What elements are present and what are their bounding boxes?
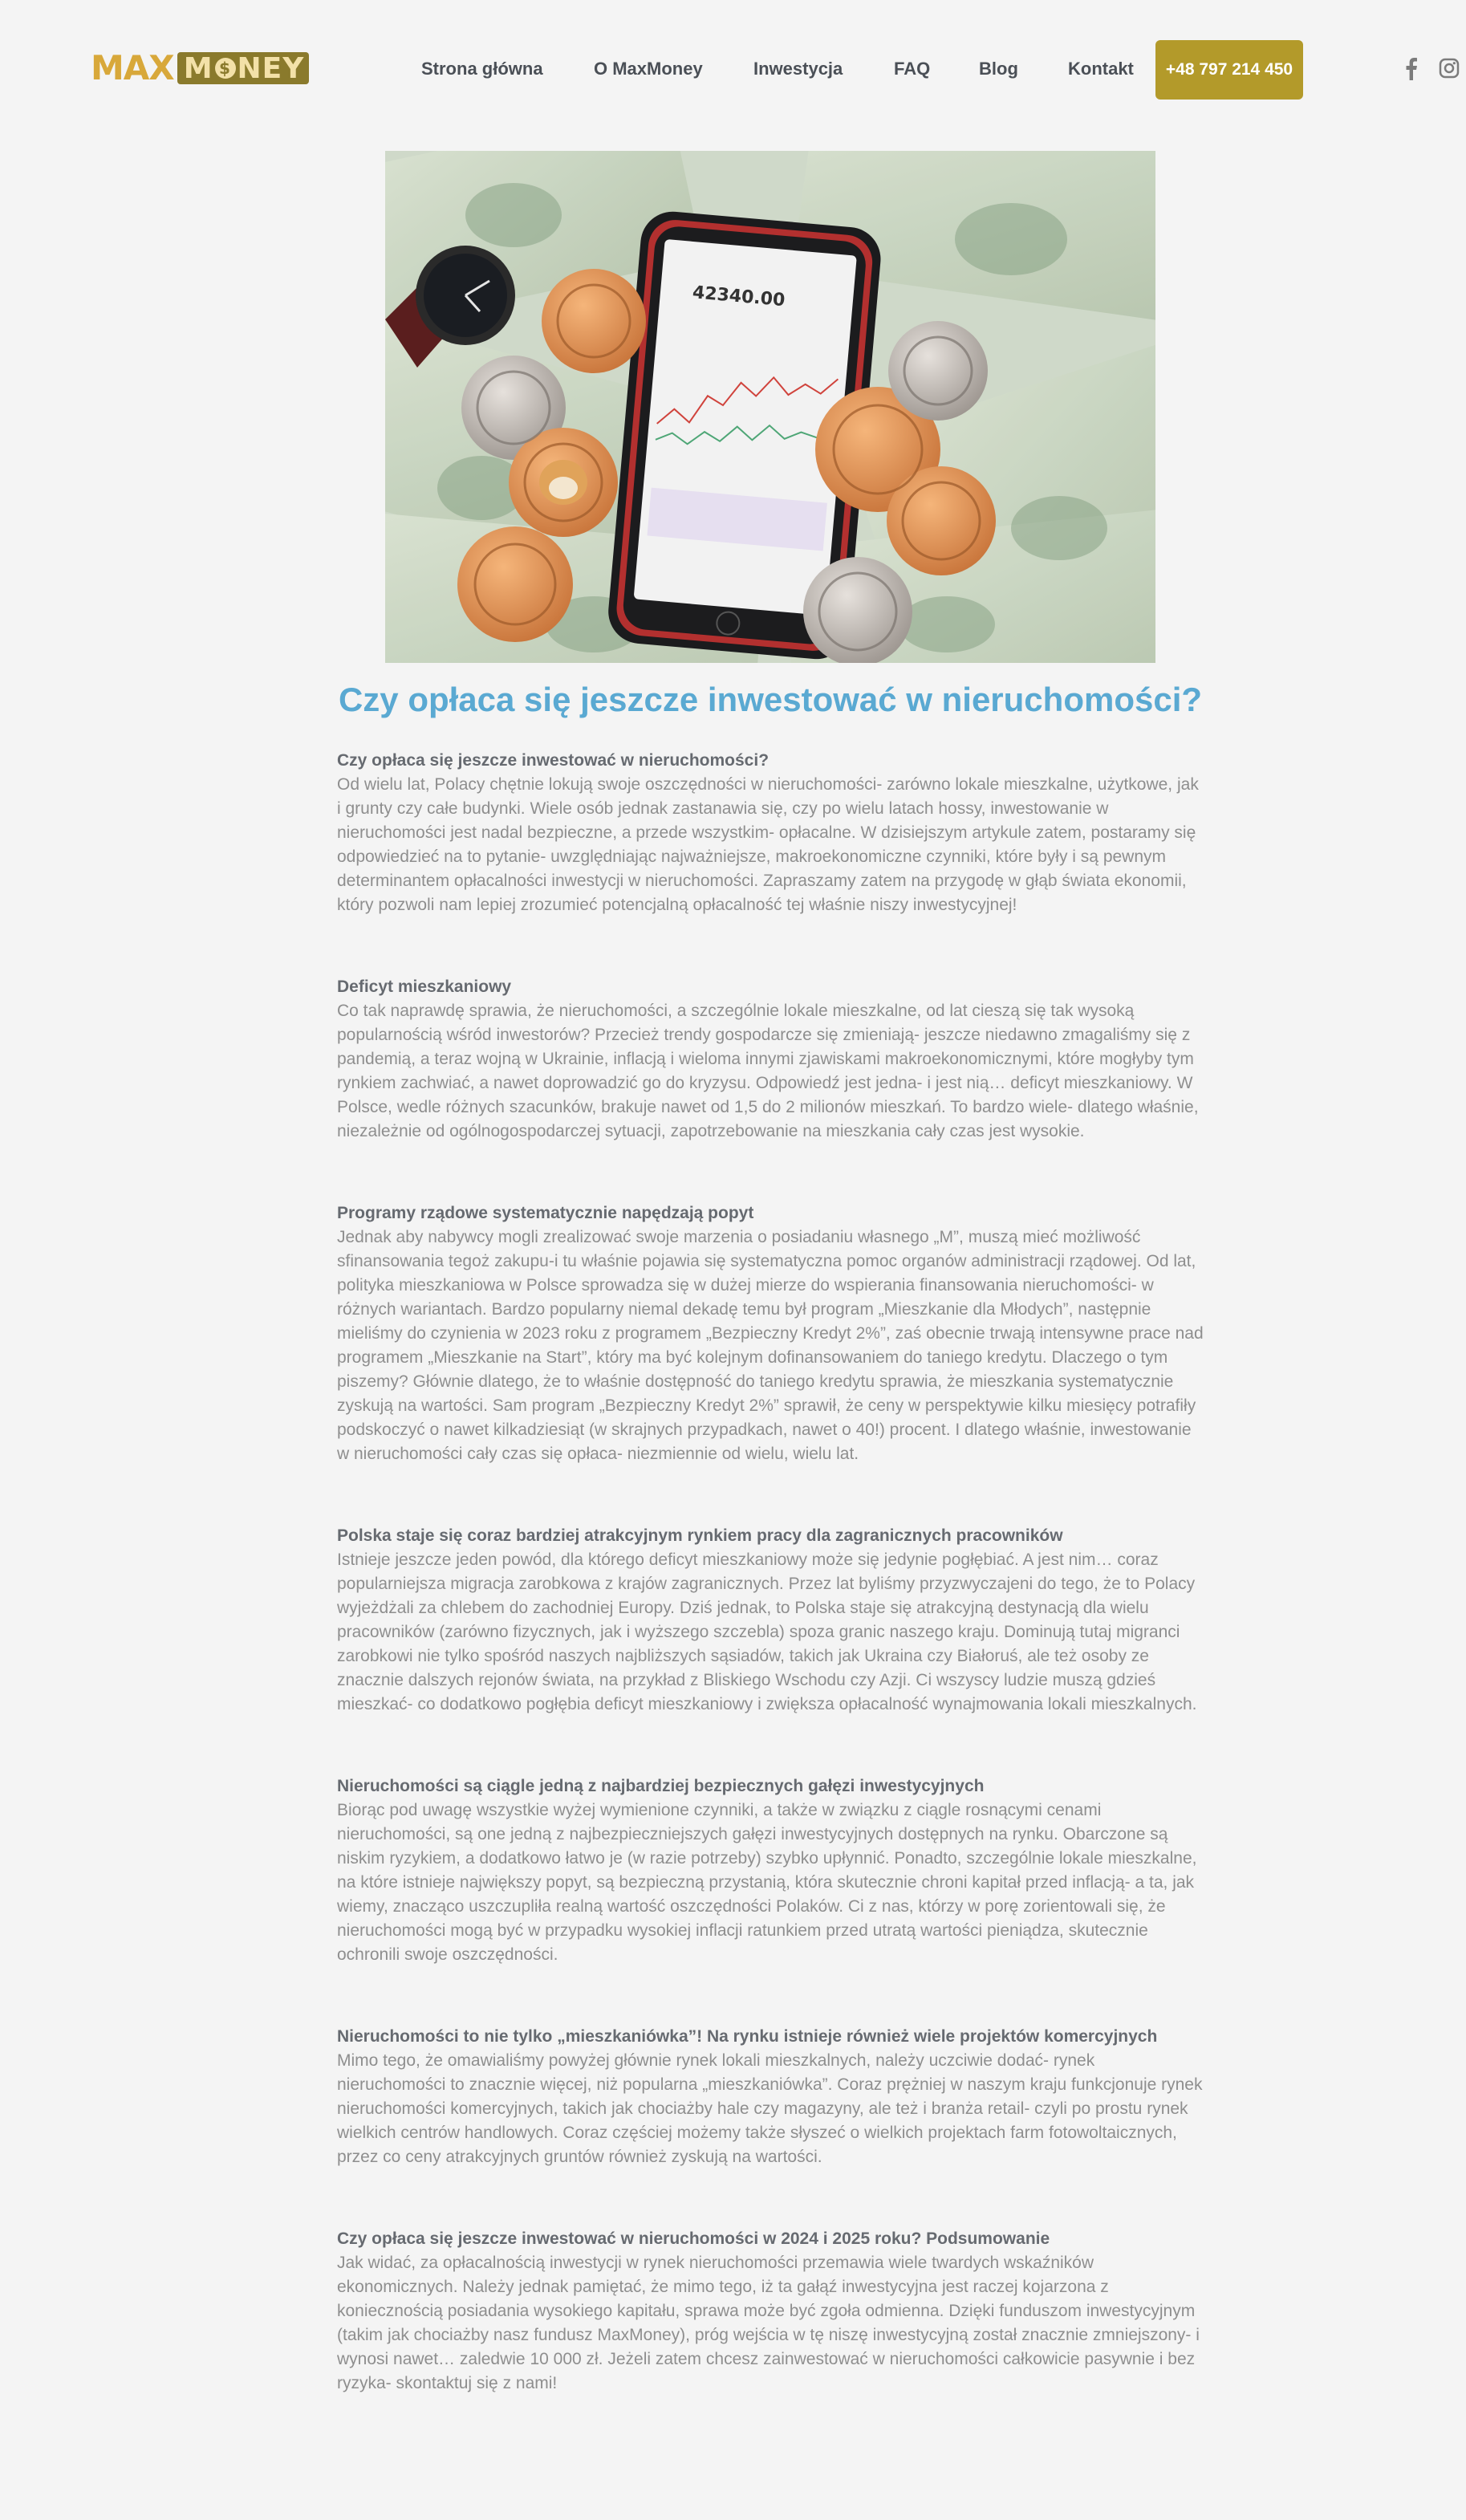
article-section — [337, 1201, 1204, 1466]
nav-contact[interactable]: Kontakt — [1068, 59, 1134, 79]
section-paragraph: Od wielu lat, Polacy chętnie lokują swoje oszczędności w nieruchomości- zarówno lokale mieszkalne, użytkowe, jak i grunty czy całe budynki. Wiele osób jednak zastanawia się, czy po wielu latach hossy, inwestowanie w nieruchomości jest nadal bezpieczne, a przede wszystkim- opłacalne. W dzisiejszym artykule zatem, postaramy się odpowiedzieć na to pytanie- uwzględniając najważniejsze, makroekonomiczne czynniki, które były i są pewnym determinantem opłacalności inwestycji w nieruchomości. Zapraszamy zatem na przygodę w głąb świata ekonomii, który pozwoli nam lepiej zrozumieć potencjalną opłacalność tej właśnie niszy inwestycyjnej! — [337, 775, 1199, 914]
facebook-icon[interactable] — [1406, 58, 1417, 80]
logo-coin-icon: $ — [215, 58, 236, 79]
logo-money-text-end: NEY — [237, 51, 305, 85]
section-paragraph: Co tak naprawdę sprawia, że nieruchomości, a szczególnie lokale mieszkalne, od lat cieszą się tak wysoką popularnością wśród inwestorów? Przecież trendy gospodarcze się zmieniają- jeszcze niedawno zmagaliśmy się z pandemią, a teraz wojną w Ukrainie, inflacją i wieloma innymi zjawiskami makroekonomicznymi, które mogłyby tym rynkiem zachwiać, a nawet doprowadzić go do kryzysu. Odpowiedź jest jedna- i jest nią… deficyt mieszkaniowy. W Polsce, wedle różnych szacunków, brakuje nawet od 1,5 do 2 milionów mieszkań. To bardzo wiele- dlatego właśnie, niezależnie od ogólnogospodarczej sytuacji, zapotrzebowanie na mieszkania cały czas jest wysokie. — [337, 1002, 1199, 1140]
article-section — [337, 1524, 1204, 1717]
article-body — [337, 749, 1204, 2453]
section-heading: Czy opłaca się jeszcze inwestować w nieruchomości? — [337, 751, 770, 770]
logo-money-badge — [177, 52, 310, 84]
nav-faq[interactable]: FAQ — [894, 59, 931, 79]
section-paragraph: Jak widać, za opłacalnością inwestycji w rynek nieruchomości przemawia wiele twardych wskaźników ekonomicznych. Należy jednak pamiętać, że mimo tego, iż ta gałąź inwestycyjna jest raczej kojarzona z koniecznością posiadania wysokiego kapitału, sprawa może być zgoła odmienna. Dzięki funduszom inwestycyjnym (takim jak chociażby nasz fundusz MaxMoney), próg wejścia w tę niszę inwestycyjną został znacznie zmniejszony- i wynosi nawet… zaledwie 10 000 zł. Jeżeli zatem chcesz zainwestować w nieruchomości całkowicie pasywnie i bez ryzyka- skontaktuj się z nami! — [337, 2254, 1200, 2392]
article-section — [337, 2025, 1204, 2169]
article-section — [337, 1774, 1204, 1967]
section-heading: Nieruchomości to nie tylko „mieszkaniówka”! Na rynku istnieje również wiele projektów komercyjnych — [337, 2027, 1158, 2046]
section-paragraph: Mimo tego, że omawialiśmy powyżej głównie rynek lokali mieszkalnych, należy uczciwie dodać- rynek nieruchomości to znacznie więcej, niż popularna „mieszkaniówka”. Coraz prężniej w naszym kraju funkcjonuje rynek nieruchomości komercyjnych, takich jak chociażby hale czy magazyny, ale też i branża retail- czyli po prostu rynek wielkich centrów handlowych. Coraz częściej możemy także słyszeć o wielkich projektach farm fotowoltaicznych, przez co ceny atrakcyjnych gruntów również zyskują na wartości. — [337, 2051, 1203, 2166]
site-header — [0, 0, 1466, 140]
phone-button[interactable]: +48 797 214 450 — [1155, 40, 1303, 100]
section-paragraph: Jednak aby nabywcy mogli zrealizować swoje marzenia o posiadaniu własnego „M”, muszą mieć możliwość sfinansowania tegoż zakupu-i tu właśnie pojawia się systematyczna pomoc organów administracji rządowej. Od lat, polityka mieszkaniowa w Polsce sprowadza się w dużej mierze do wspierania finansowania nieruchomości- w różnych wariantach. Bardzo popularny niemal dekadę temu był program „Mieszkanie dla Młodych”, następnie mieliśmy do czynienia w 2023 roku z programem „Bezpieczny Kredyt 2%”, zaś obecnie trwają intensywne prace nad programem „Mieszkanie na Start”, który ma być kolejnym dofinansowaniem do taniego kredytu. Dlaczego o tym piszemy? Głównie dlatego, że to właśnie dostępność do taniego kredytu sprawia, że mieszkania systematycznie zyskują na wartości. Sam program „Bezpieczny Kredyt 2%” sprawił, że ceny w perspektywie kilku miesięcy potrafiły podskoczyć o nawet kilkadziesiąt (w skrajnych przypadkach, nawet o 40!) procent. I dlatego właśnie, inwestowanie w nieruchomości cały czas się opłaca- niezmiennie od wielu, wielu lat. — [337, 1228, 1204, 1463]
section-paragraph: Biorąc pod uwagę wszystkie wyżej wymienione czynniki, a także w związku z ciągle rosnącymi cenami nieruchomości, są one jedną z najbezpieczniejszych gałęzi inwestycyjnych dostępnych na rynku. Obarczone są niskim ryzykiem, a dodatkowo łatwo je (w razie potrzeby) szybko upłynnić. Ponadto, szczególnie lokale mieszkalne, na które istnieje największy popyt, są bezpieczną przystanią, która skutecznie chroni kapitał przed inflacją- a ta, jak wiemy, znacząco uszczupliła realną wartość oszczędności Polaków. Ci z nas, którzy w porę zorientowali się, że nieruchomości mogą być w przypadku wysokiej inflacji ratunkiem przed utratą wartości pieniądza, skutecznie ochronili swoje oszczędności. — [337, 1801, 1197, 1964]
hero-image-smartphone-coins-dollars — [385, 151, 1155, 663]
article-section — [337, 749, 1204, 917]
section-heading: Programy rządowe systematycznie napędzają popyt — [337, 1204, 754, 1222]
section-heading: Polska staje się coraz bardziej atrakcyjnym rynkiem pracy dla zagranicznych pracowników — [337, 1526, 1063, 1545]
logo-money-text-start: M — [183, 51, 213, 85]
section-paragraph: Istnieje jeszcze jeden powód, dla którego deficyt mieszkaniowy może się jedynie pogłębiać. A jest nim… coraz popularniejsza migracja zarobkowa z krajów zagranicznych. Przez lat byliśmy przyzwyczajeni do tego, że to Polacy wyjeżdżali za chlebem do zachodniej Europy. Dziś jednak, to Polska staje się atrakcyjną destynacją dla wielu pracowników (zarówno fizycznych, jak i wyższego szczebla) spoza granic naszego kraju. Dominują tutaj migranci zarobkowi nie tylko spośród naszych najbliższych sąsiadów, takich jak Ukraina czy Białoruś, ale też osoby ze znacznie dalszych rejonów świata, na przykład z Bliskiego Wschodu czy Azji. Ci wszyscy ludzie muszą gdzieś mieszkać- co dodatkowo pogłębia deficyt mieszkaniowy i zwiększa opłacalność wynajmowania lokali mieszkalnych. — [337, 1551, 1197, 1713]
nav-investment[interactable]: Inwestycja — [753, 59, 843, 79]
svg-text:42340.00: 42340.00 — [692, 282, 786, 311]
section-heading: Nieruchomości są ciągle jedną z najbardziej bezpiecznych gałęzi inwestycyjnych — [337, 1777, 985, 1795]
article-section — [337, 2227, 1204, 2396]
nav-home[interactable]: Strona główna — [421, 59, 543, 79]
article-section — [337, 975, 1204, 1144]
hero-image — [385, 151, 1155, 663]
section-heading: Deficyt mieszkaniowy — [337, 978, 512, 996]
logo[interactable] — [91, 50, 309, 87]
instagram-icon[interactable] — [1439, 58, 1460, 79]
logo-max-text: MAX — [91, 48, 174, 87]
page-title: Czy opłaca się jeszcze inwestować w nieruchomości? — [338, 681, 1203, 718]
section-heading: Czy opłaca się jeszcze inwestować w nieruchomości w 2024 i 2025 roku? Podsumowanie — [337, 2229, 1050, 2248]
nav-blog[interactable]: Blog — [979, 59, 1018, 79]
nav-about[interactable]: O MaxMoney — [594, 59, 703, 79]
